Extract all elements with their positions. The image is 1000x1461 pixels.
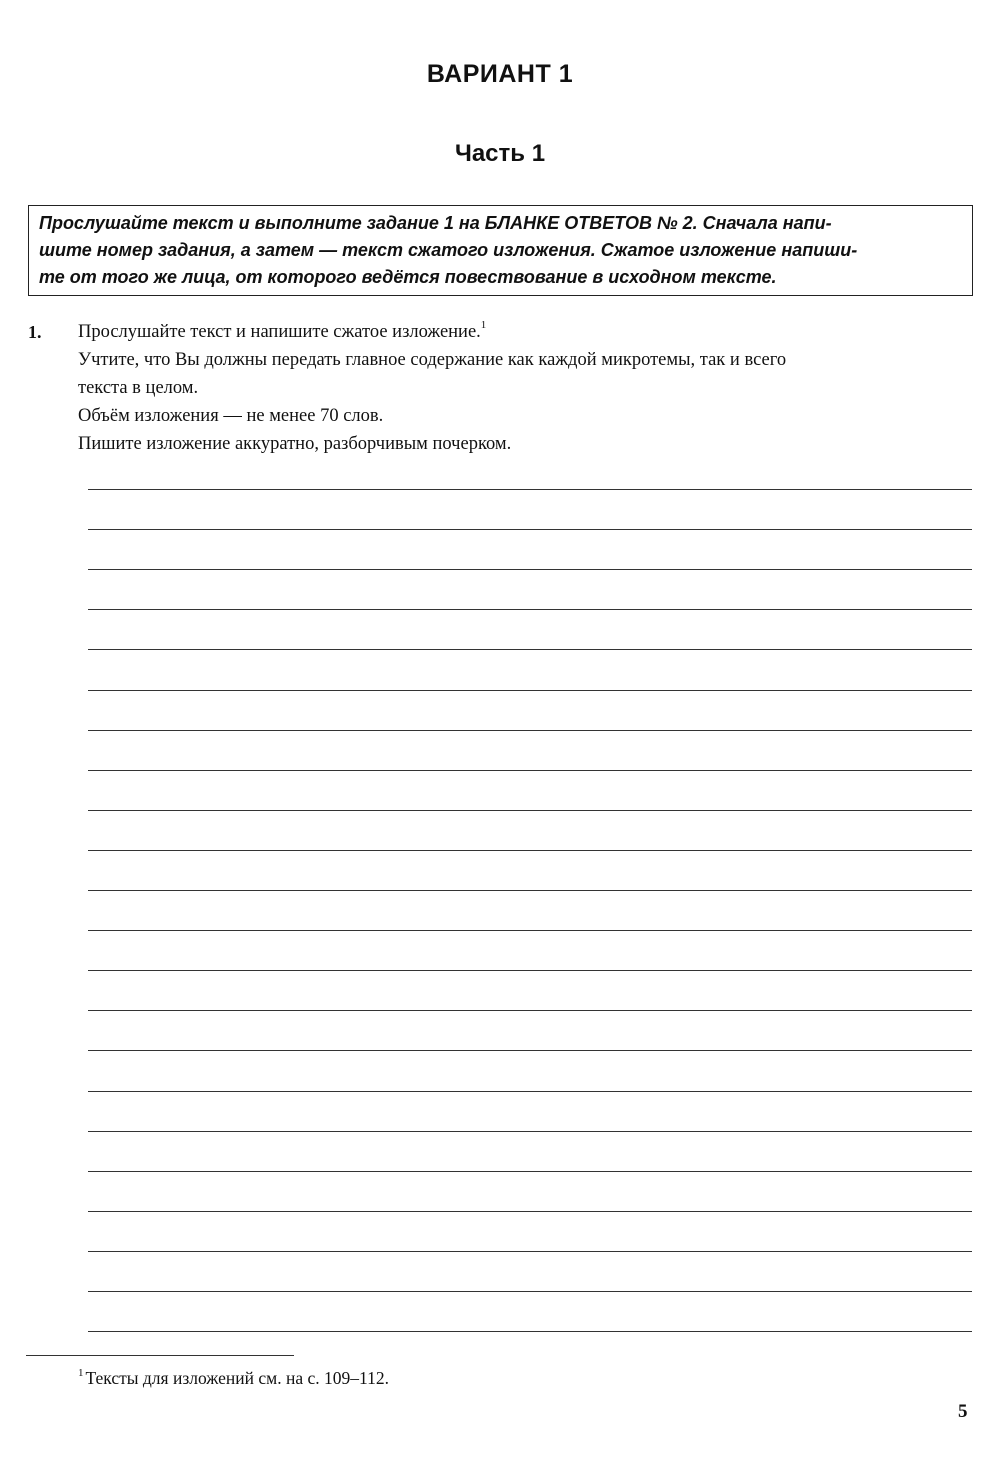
task-line: Объём изложения — не менее 70 слов. bbox=[78, 406, 384, 426]
instruction-line: шите номер задания, а затем — текст сжатого изложения. Сжатое изложение напиши- bbox=[39, 240, 858, 260]
footnote-text: Тексты для изложений см. на с. 109–112. bbox=[85, 1368, 389, 1388]
footnote bbox=[78, 1366, 389, 1390]
instruction-box bbox=[28, 205, 973, 296]
answer-line bbox=[88, 489, 972, 490]
answer-line bbox=[88, 690, 972, 691]
answer-line bbox=[88, 1131, 972, 1132]
instruction-line: Прослушайте текст и выполните задание 1 на БЛАНКЕ ОТВЕТОВ № 2. Сначала напи- bbox=[39, 213, 832, 233]
answer-line bbox=[88, 1251, 972, 1252]
answer-line bbox=[88, 730, 972, 731]
answer-line bbox=[88, 609, 972, 610]
task-line-text: Прослушайте текст и напишите сжатое изложение. bbox=[78, 322, 481, 342]
answer-line bbox=[88, 1211, 972, 1212]
task-line: Пишите изложение аккуратно, разборчивым почерком. bbox=[78, 434, 512, 454]
answer-line bbox=[88, 810, 972, 811]
task-line: текста в целом. bbox=[78, 378, 199, 398]
page-number: 5 bbox=[958, 1401, 968, 1422]
answer-line bbox=[88, 930, 972, 931]
footnote-marker: 1 bbox=[78, 1367, 84, 1379]
answer-line bbox=[88, 1010, 972, 1011]
answer-line bbox=[88, 1171, 972, 1172]
part-title: Часть 1 bbox=[454, 140, 546, 167]
answer-line bbox=[88, 850, 972, 851]
task-line: Учтите, что Вы должны передать главное содержание как каждой микротемы, так и всего bbox=[78, 350, 787, 370]
task-line bbox=[78, 318, 978, 346]
task-body bbox=[78, 318, 978, 458]
answer-line bbox=[88, 770, 972, 771]
instruction-line: те от того же лица, от которого ведётся повествование в исходном тексте. bbox=[39, 267, 777, 287]
answer-line bbox=[88, 890, 972, 891]
footnote-divider bbox=[26, 1355, 294, 1356]
answer-line bbox=[88, 1291, 972, 1292]
answer-line bbox=[88, 569, 972, 570]
answer-line bbox=[88, 1050, 972, 1051]
task-number: 1. bbox=[28, 322, 42, 342]
variant-title: ВАРИАНТ 1 bbox=[426, 60, 574, 88]
answer-line bbox=[88, 970, 972, 971]
answer-line bbox=[88, 649, 972, 650]
answer-line bbox=[88, 529, 972, 530]
answer-line bbox=[88, 1331, 972, 1332]
answer-line bbox=[88, 1091, 972, 1092]
footnote-ref: 1 bbox=[480, 319, 487, 331]
